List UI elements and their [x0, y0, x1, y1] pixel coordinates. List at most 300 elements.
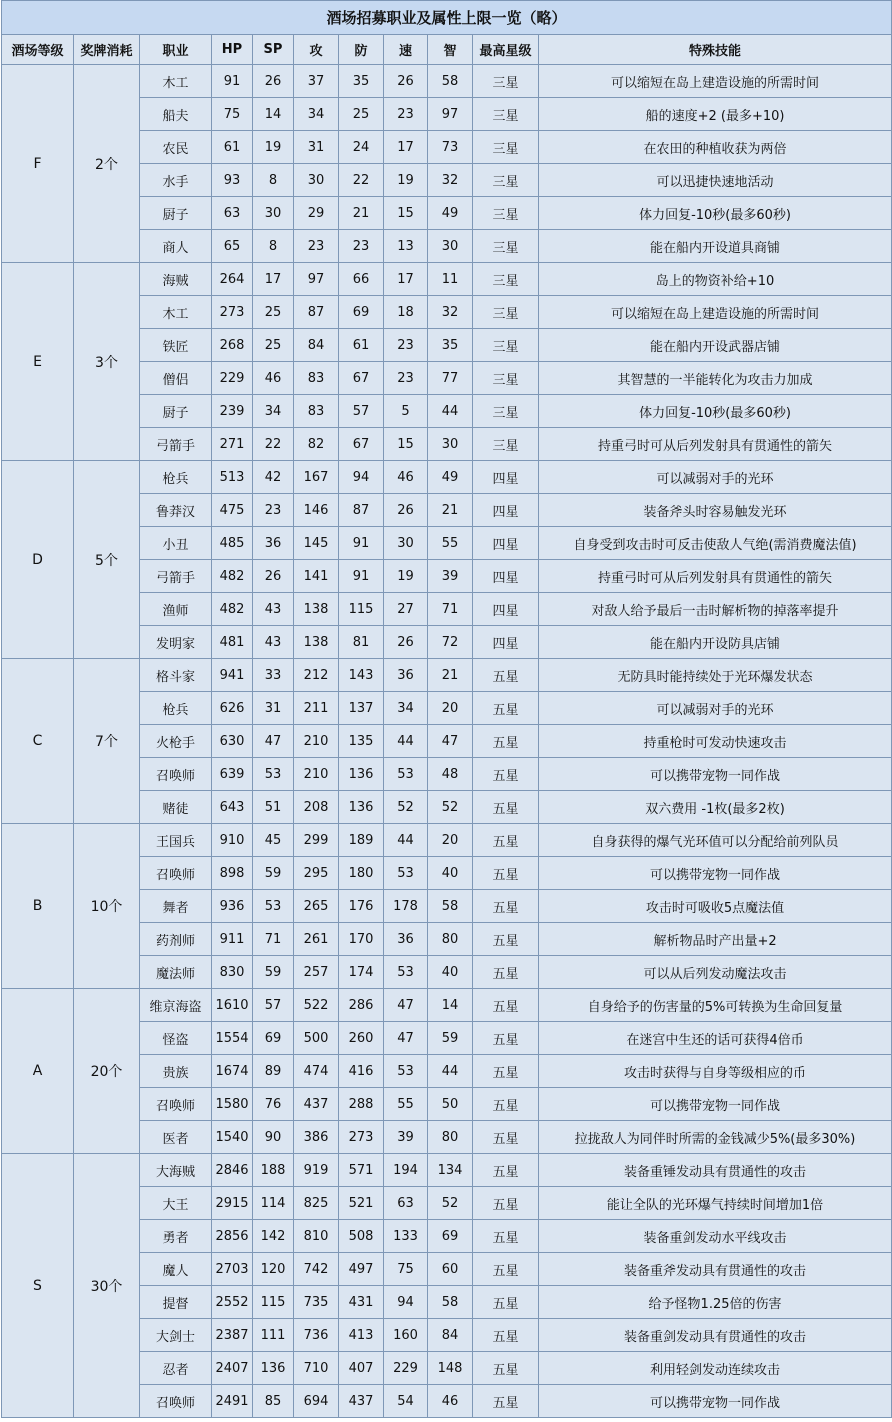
- speed-cell: 15: [384, 197, 428, 230]
- hp-cell: 2856: [212, 1220, 253, 1253]
- attack-cell: 145: [294, 527, 339, 560]
- special-skill-cell: 能在船内开设武器店铺: [539, 329, 892, 362]
- max-star-cell: 五星: [473, 1121, 539, 1154]
- special-skill-cell: 可以携带宠物一同作战: [539, 857, 892, 890]
- header-defense: 防: [339, 35, 384, 65]
- defense-cell: 22: [339, 164, 384, 197]
- speed-cell: 30: [384, 527, 428, 560]
- intelligence-cell: 80: [428, 1121, 473, 1154]
- job-cell: 弓箭手: [140, 560, 212, 593]
- sp-cell: 36: [253, 527, 294, 560]
- defense-cell: 24: [339, 131, 384, 164]
- max-star-cell: 五星: [473, 890, 539, 923]
- hp-cell: 2703: [212, 1253, 253, 1286]
- job-cell: 木工: [140, 65, 212, 98]
- hp-cell: 268: [212, 329, 253, 362]
- job-cell: 船夫: [140, 98, 212, 131]
- special-skill-cell: 可以迅捷快速地活动: [539, 164, 892, 197]
- hp-cell: 239: [212, 395, 253, 428]
- hp-cell: 2387: [212, 1319, 253, 1352]
- defense-cell: 508: [339, 1220, 384, 1253]
- medal-cost-cell: 20个: [74, 989, 140, 1154]
- speed-cell: 26: [384, 494, 428, 527]
- speed-cell: 17: [384, 263, 428, 296]
- attack-cell: 742: [294, 1253, 339, 1286]
- intelligence-cell: 44: [428, 395, 473, 428]
- intelligence-cell: 134: [428, 1154, 473, 1187]
- speed-cell: 63: [384, 1187, 428, 1220]
- defense-cell: 91: [339, 527, 384, 560]
- speed-cell: 47: [384, 989, 428, 1022]
- max-star-cell: 五星: [473, 956, 539, 989]
- header-sp: SP: [253, 35, 294, 65]
- special-skill-cell: 无防具时能持续处于光环爆发状态: [539, 659, 892, 692]
- hp-cell: 481: [212, 626, 253, 659]
- speed-cell: 53: [384, 857, 428, 890]
- intelligence-cell: 35: [428, 329, 473, 362]
- attack-cell: 500: [294, 1022, 339, 1055]
- intelligence-cell: 32: [428, 164, 473, 197]
- attack-cell: 710: [294, 1352, 339, 1385]
- max-star-cell: 五星: [473, 1154, 539, 1187]
- job-cell: 木工: [140, 296, 212, 329]
- max-star-cell: 五星: [473, 659, 539, 692]
- special-skill-cell: 攻击时获得与自身等级相应的币: [539, 1055, 892, 1088]
- defense-cell: 413: [339, 1319, 384, 1352]
- job-cell: 赌徒: [140, 791, 212, 824]
- max-star-cell: 三星: [473, 362, 539, 395]
- special-skill-cell: 持重弓时可从后列发射具有贯通性的箭矢: [539, 560, 892, 593]
- intelligence-cell: 11: [428, 263, 473, 296]
- sp-cell: 34: [253, 395, 294, 428]
- job-cell: 药剂师: [140, 923, 212, 956]
- hp-cell: 65: [212, 230, 253, 263]
- attack-cell: 386: [294, 1121, 339, 1154]
- sp-cell: 89: [253, 1055, 294, 1088]
- medal-cost-cell: 5个: [74, 461, 140, 659]
- defense-cell: 180: [339, 857, 384, 890]
- hp-cell: 1540: [212, 1121, 253, 1154]
- intelligence-cell: 55: [428, 527, 473, 560]
- header-job: 职业: [140, 35, 212, 65]
- intelligence-cell: 21: [428, 494, 473, 527]
- attack-cell: 257: [294, 956, 339, 989]
- speed-cell: 18: [384, 296, 428, 329]
- attack-cell: 694: [294, 1385, 339, 1418]
- hp-cell: 482: [212, 593, 253, 626]
- attack-cell: 138: [294, 593, 339, 626]
- special-skill-cell: 可以减弱对手的光环: [539, 692, 892, 725]
- sp-cell: 8: [253, 164, 294, 197]
- hp-cell: 2491: [212, 1385, 253, 1418]
- special-skill-cell: 解析物品时产出量+2: [539, 923, 892, 956]
- intelligence-cell: 52: [428, 1187, 473, 1220]
- defense-cell: 571: [339, 1154, 384, 1187]
- intelligence-cell: 40: [428, 857, 473, 890]
- sp-cell: 25: [253, 329, 294, 362]
- sp-cell: 59: [253, 857, 294, 890]
- job-cell: 大海贼: [140, 1154, 212, 1187]
- max-star-cell: 五星: [473, 692, 539, 725]
- job-cell: 弓箭手: [140, 428, 212, 461]
- defense-cell: 497: [339, 1253, 384, 1286]
- hp-cell: 2846: [212, 1154, 253, 1187]
- job-cell: 厨子: [140, 197, 212, 230]
- sp-cell: 46: [253, 362, 294, 395]
- tavern-level-cell: A: [2, 989, 74, 1154]
- sp-cell: 111: [253, 1319, 294, 1352]
- hp-cell: 1580: [212, 1088, 253, 1121]
- speed-cell: 19: [384, 164, 428, 197]
- job-cell: 枪兵: [140, 692, 212, 725]
- max-star-cell: 三星: [473, 197, 539, 230]
- table-row: [2, 1154, 892, 1187]
- max-star-cell: 五星: [473, 824, 539, 857]
- sp-cell: 188: [253, 1154, 294, 1187]
- hp-cell: 2915: [212, 1187, 253, 1220]
- speed-cell: 53: [384, 758, 428, 791]
- attack-cell: 83: [294, 362, 339, 395]
- intelligence-cell: 39: [428, 560, 473, 593]
- sp-cell: 142: [253, 1220, 294, 1253]
- intelligence-cell: 58: [428, 1286, 473, 1319]
- attack-cell: 299: [294, 824, 339, 857]
- header-tavern-level: 酒场等级: [2, 35, 74, 65]
- medal-cost-cell: 7个: [74, 659, 140, 824]
- sp-cell: 17: [253, 263, 294, 296]
- job-cell: 王国兵: [140, 824, 212, 857]
- intelligence-cell: 69: [428, 1220, 473, 1253]
- special-skill-cell: 可以减弱对手的光环: [539, 461, 892, 494]
- hp-cell: 63: [212, 197, 253, 230]
- sp-cell: 43: [253, 626, 294, 659]
- speed-cell: 47: [384, 1022, 428, 1055]
- tavern-level-cell: D: [2, 461, 74, 659]
- job-cell: 怪盗: [140, 1022, 212, 1055]
- max-star-cell: 四星: [473, 461, 539, 494]
- max-star-cell: 三星: [473, 98, 539, 131]
- defense-cell: 189: [339, 824, 384, 857]
- hp-cell: 626: [212, 692, 253, 725]
- job-cell: 提督: [140, 1286, 212, 1319]
- defense-cell: 94: [339, 461, 384, 494]
- medal-cost-cell: 30个: [74, 1154, 140, 1418]
- hp-cell: 2407: [212, 1352, 253, 1385]
- intelligence-cell: 77: [428, 362, 473, 395]
- sp-cell: 90: [253, 1121, 294, 1154]
- table-row: [2, 263, 892, 296]
- hp-cell: 1554: [212, 1022, 253, 1055]
- speed-cell: 178: [384, 890, 428, 923]
- max-star-cell: 四星: [473, 593, 539, 626]
- max-star-cell: 四星: [473, 494, 539, 527]
- sp-cell: 31: [253, 692, 294, 725]
- special-skill-cell: 可以从后列发动魔法攻击: [539, 956, 892, 989]
- attack-cell: 261: [294, 923, 339, 956]
- special-skill-cell: 在农田的种植收获为两倍: [539, 131, 892, 164]
- intelligence-cell: 47: [428, 725, 473, 758]
- sp-cell: 14: [253, 98, 294, 131]
- job-cell: 贵族: [140, 1055, 212, 1088]
- hp-cell: 936: [212, 890, 253, 923]
- sp-cell: 76: [253, 1088, 294, 1121]
- attack-cell: 735: [294, 1286, 339, 1319]
- hp-cell: 61: [212, 131, 253, 164]
- hp-cell: 475: [212, 494, 253, 527]
- hp-cell: 898: [212, 857, 253, 890]
- tavern-level-cell: C: [2, 659, 74, 824]
- intelligence-cell: 44: [428, 1055, 473, 1088]
- special-skill-cell: 可以缩短在岛上建造设施的所需时间: [539, 296, 892, 329]
- special-skill-cell: 装备重剑发动水平线攻击: [539, 1220, 892, 1253]
- speed-cell: 39: [384, 1121, 428, 1154]
- intelligence-cell: 71: [428, 593, 473, 626]
- medal-cost-cell: 3个: [74, 263, 140, 461]
- intelligence-cell: 20: [428, 692, 473, 725]
- max-star-cell: 三星: [473, 263, 539, 296]
- speed-cell: 44: [384, 824, 428, 857]
- defense-cell: 87: [339, 494, 384, 527]
- attack-cell: 31: [294, 131, 339, 164]
- job-cell: 火枪手: [140, 725, 212, 758]
- hp-cell: 93: [212, 164, 253, 197]
- max-star-cell: 三星: [473, 395, 539, 428]
- table-title: 酒场招募职业及属性上限一览（略）: [2, 1, 892, 35]
- sp-cell: 136: [253, 1352, 294, 1385]
- special-skill-cell: 装备重剑发动具有贯通性的攻击: [539, 1319, 892, 1352]
- speed-cell: 229: [384, 1352, 428, 1385]
- intelligence-cell: 30: [428, 230, 473, 263]
- job-cell: 召唤师: [140, 758, 212, 791]
- sp-cell: 22: [253, 428, 294, 461]
- max-star-cell: 五星: [473, 725, 539, 758]
- speed-cell: 54: [384, 1385, 428, 1418]
- defense-cell: 416: [339, 1055, 384, 1088]
- intelligence-cell: 21: [428, 659, 473, 692]
- intelligence-cell: 60: [428, 1253, 473, 1286]
- job-cell: 召唤师: [140, 1385, 212, 1418]
- speed-cell: 36: [384, 659, 428, 692]
- tavern-level-cell: F: [2, 65, 74, 263]
- header-intelligence: 智: [428, 35, 473, 65]
- job-cell: 水手: [140, 164, 212, 197]
- speed-cell: 44: [384, 725, 428, 758]
- defense-cell: 61: [339, 329, 384, 362]
- hp-cell: 941: [212, 659, 253, 692]
- special-skill-cell: 持重弓时可从后列发射具有贯通性的箭矢: [539, 428, 892, 461]
- intelligence-cell: 97: [428, 98, 473, 131]
- defense-cell: 66: [339, 263, 384, 296]
- header-row: [2, 35, 892, 65]
- intelligence-cell: 30: [428, 428, 473, 461]
- job-cell: 格斗家: [140, 659, 212, 692]
- defense-cell: 273: [339, 1121, 384, 1154]
- hp-cell: 75: [212, 98, 253, 131]
- max-star-cell: 五星: [473, 1319, 539, 1352]
- speed-cell: 34: [384, 692, 428, 725]
- defense-cell: 25: [339, 98, 384, 131]
- header-medal-cost: 奖牌消耗: [74, 35, 140, 65]
- table-row: [2, 461, 892, 494]
- table-row: [2, 65, 892, 98]
- special-skill-cell: 可以携带宠物一同作战: [539, 758, 892, 791]
- attack-cell: 825: [294, 1187, 339, 1220]
- speed-cell: 13: [384, 230, 428, 263]
- attack-cell: 208: [294, 791, 339, 824]
- speed-cell: 26: [384, 626, 428, 659]
- hp-cell: 91: [212, 65, 253, 98]
- intelligence-cell: 49: [428, 461, 473, 494]
- sp-cell: 25: [253, 296, 294, 329]
- attack-cell: 146: [294, 494, 339, 527]
- special-skill-cell: 体力回复-10秒(最多60秒): [539, 197, 892, 230]
- special-skill-cell: 装备重锤发动具有贯通性的攻击: [539, 1154, 892, 1187]
- speed-cell: 26: [384, 65, 428, 98]
- tavern-level-cell: S: [2, 1154, 74, 1418]
- attack-cell: 265: [294, 890, 339, 923]
- hp-cell: 482: [212, 560, 253, 593]
- intelligence-cell: 40: [428, 956, 473, 989]
- sp-cell: 59: [253, 956, 294, 989]
- defense-cell: 137: [339, 692, 384, 725]
- hp-cell: 513: [212, 461, 253, 494]
- defense-cell: 286: [339, 989, 384, 1022]
- speed-cell: 23: [384, 98, 428, 131]
- intelligence-cell: 148: [428, 1352, 473, 1385]
- sp-cell: 51: [253, 791, 294, 824]
- title-row: [2, 1, 892, 35]
- attack-cell: 29: [294, 197, 339, 230]
- sp-cell: 53: [253, 890, 294, 923]
- defense-cell: 288: [339, 1088, 384, 1121]
- intelligence-cell: 58: [428, 890, 473, 923]
- hp-cell: 639: [212, 758, 253, 791]
- defense-cell: 136: [339, 758, 384, 791]
- speed-cell: 55: [384, 1088, 428, 1121]
- special-skill-cell: 装备重斧发动具有贯通性的攻击: [539, 1253, 892, 1286]
- defense-cell: 69: [339, 296, 384, 329]
- intelligence-cell: 58: [428, 65, 473, 98]
- header-max-star: 最高星级: [473, 35, 539, 65]
- attack-cell: 522: [294, 989, 339, 1022]
- max-star-cell: 五星: [473, 1220, 539, 1253]
- defense-cell: 437: [339, 1385, 384, 1418]
- hp-cell: 1610: [212, 989, 253, 1022]
- job-cell: 农民: [140, 131, 212, 164]
- special-skill-cell: 在迷宫中生还的话可获得4倍币: [539, 1022, 892, 1055]
- speed-cell: 53: [384, 956, 428, 989]
- sp-cell: 47: [253, 725, 294, 758]
- speed-cell: 133: [384, 1220, 428, 1253]
- special-skill-cell: 攻击时可吸收5点魔法值: [539, 890, 892, 923]
- max-star-cell: 三星: [473, 65, 539, 98]
- defense-cell: 135: [339, 725, 384, 758]
- job-cell: 发明家: [140, 626, 212, 659]
- special-skill-cell: 船的速度+2 (最多+10): [539, 98, 892, 131]
- attack-cell: 210: [294, 758, 339, 791]
- attack-cell: 83: [294, 395, 339, 428]
- max-star-cell: 五星: [473, 1385, 539, 1418]
- defense-cell: 67: [339, 362, 384, 395]
- attack-cell: 474: [294, 1055, 339, 1088]
- max-star-cell: 五星: [473, 989, 539, 1022]
- max-star-cell: 三星: [473, 296, 539, 329]
- sp-cell: 30: [253, 197, 294, 230]
- sp-cell: 42: [253, 461, 294, 494]
- job-cell: 厨子: [140, 395, 212, 428]
- sp-cell: 23: [253, 494, 294, 527]
- speed-cell: 160: [384, 1319, 428, 1352]
- speed-cell: 53: [384, 1055, 428, 1088]
- max-star-cell: 五星: [473, 1286, 539, 1319]
- special-skill-cell: 岛上的物资补给+10: [539, 263, 892, 296]
- job-cell: 商人: [140, 230, 212, 263]
- defense-cell: 431: [339, 1286, 384, 1319]
- sp-cell: 43: [253, 593, 294, 626]
- defense-cell: 67: [339, 428, 384, 461]
- max-star-cell: 三星: [473, 131, 539, 164]
- max-star-cell: 五星: [473, 1055, 539, 1088]
- sp-cell: 69: [253, 1022, 294, 1055]
- hp-cell: 485: [212, 527, 253, 560]
- attack-cell: 212: [294, 659, 339, 692]
- max-star-cell: 五星: [473, 923, 539, 956]
- header-special-skill: 特殊技能: [539, 35, 892, 65]
- defense-cell: 176: [339, 890, 384, 923]
- job-cell: 魔法师: [140, 956, 212, 989]
- header-hp: HP: [212, 35, 253, 65]
- speed-cell: 15: [384, 428, 428, 461]
- hp-cell: 229: [212, 362, 253, 395]
- speed-cell: 27: [384, 593, 428, 626]
- tavern-level-cell: B: [2, 824, 74, 989]
- medal-cost-cell: 10个: [74, 824, 140, 989]
- special-skill-cell: 可以携带宠物一同作战: [539, 1385, 892, 1418]
- special-skill-cell: 对敌人给予最后一击时解析物的掉落率提升: [539, 593, 892, 626]
- job-cell: 海贼: [140, 263, 212, 296]
- special-skill-cell: 自身受到攻击时可反击使敌人气绝(需消费魔法值): [539, 527, 892, 560]
- attack-cell: 37: [294, 65, 339, 98]
- attack-cell: 141: [294, 560, 339, 593]
- attack-cell: 810: [294, 1220, 339, 1253]
- speed-cell: 23: [384, 329, 428, 362]
- attack-cell: 84: [294, 329, 339, 362]
- job-cell: 忍者: [140, 1352, 212, 1385]
- intelligence-cell: 49: [428, 197, 473, 230]
- defense-cell: 136: [339, 791, 384, 824]
- max-star-cell: 四星: [473, 560, 539, 593]
- max-star-cell: 五星: [473, 1352, 539, 1385]
- hp-cell: 830: [212, 956, 253, 989]
- special-skill-cell: 自身获得的爆气光环值可以分配给前列队员: [539, 824, 892, 857]
- special-skill-cell: 持重枪时可发动快速攻击: [539, 725, 892, 758]
- job-cell: 僧侣: [140, 362, 212, 395]
- table-row: [2, 824, 892, 857]
- sp-cell: 57: [253, 989, 294, 1022]
- defense-cell: 170: [339, 923, 384, 956]
- special-skill-cell: 拉拢敌人为同伴时所需的金钱减少5%(最多30%): [539, 1121, 892, 1154]
- special-skill-cell: 能在船内开设防具店铺: [539, 626, 892, 659]
- special-skill-cell: 能让全队的光环爆气持续时间增加1倍: [539, 1187, 892, 1220]
- header-speed: 速: [384, 35, 428, 65]
- speed-cell: 194: [384, 1154, 428, 1187]
- attack-cell: 167: [294, 461, 339, 494]
- attack-cell: 211: [294, 692, 339, 725]
- max-star-cell: 五星: [473, 758, 539, 791]
- attack-cell: 82: [294, 428, 339, 461]
- job-cell: 医者: [140, 1121, 212, 1154]
- hp-cell: 630: [212, 725, 253, 758]
